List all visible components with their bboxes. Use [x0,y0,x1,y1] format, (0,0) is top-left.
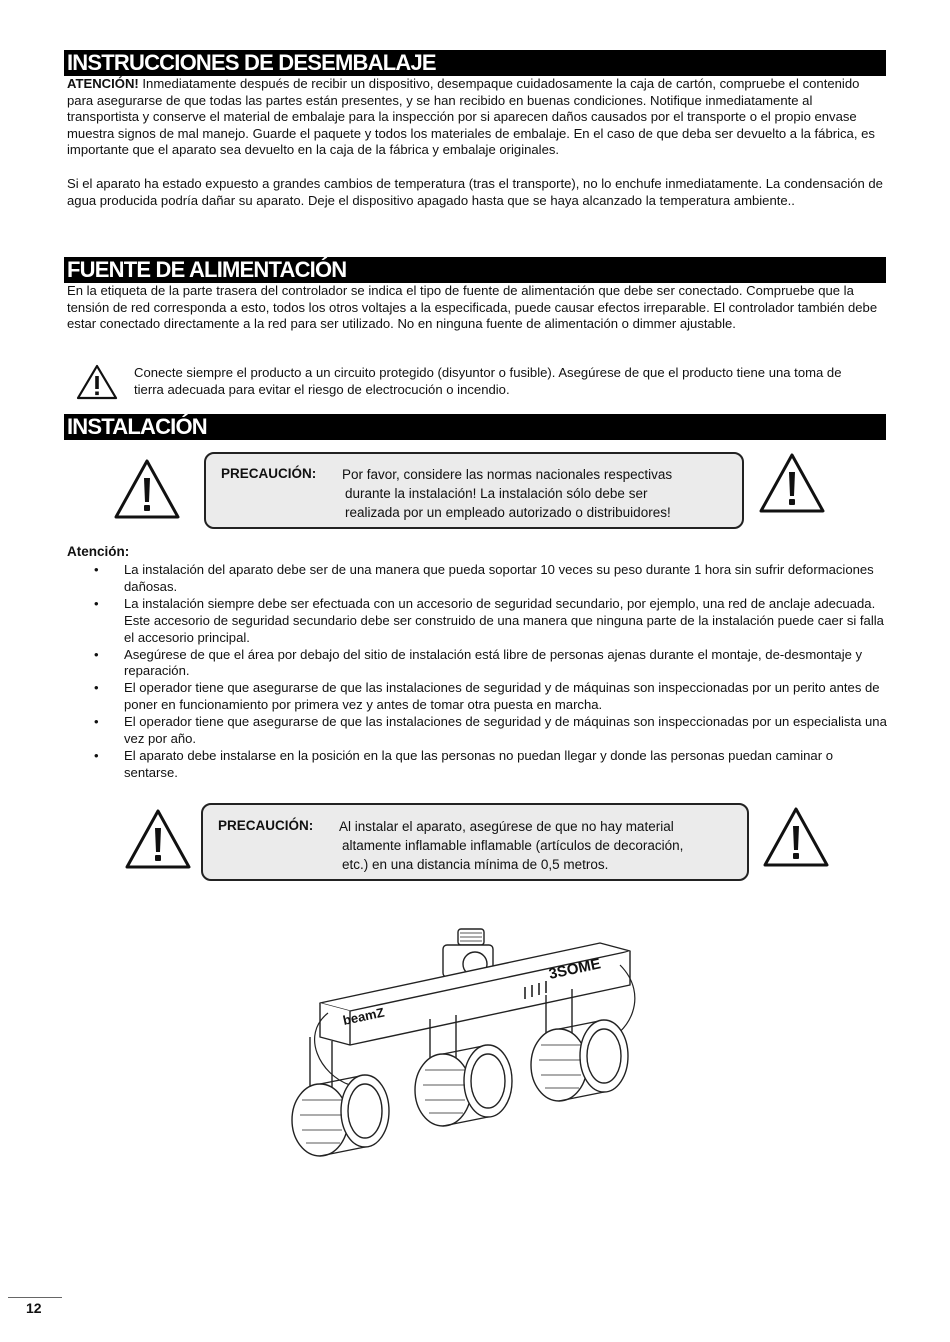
caution-triangle-icon-left-2 [124,808,192,870]
caution-label: PRECAUCIÓN: [221,466,317,481]
unpacking-text-1: Inmediatamente después de recibir un dispositivo, desempaque cuidadosamente la caja de cartón, compruebe el contenido para asegurarse de que todas las partes están presentes, y se han recibido en buenas condiciones. Notifique inmediatamente al transportista y conserve el material de embalaje para la inspección por si aparecen daños causados por el transporte o el propio envase muestra signos de mal manejo. Guarde el paquete y todos los materiales de embalaje. En el caso de que deba ser devuelto a la fábrica, es importante que el aparato sea devuelto en la caja de la fábrica y embalaje originales. [67,76,875,158]
warning-triangle-icon [76,364,118,400]
list-item: • La instalación del aparato debe ser de una manera que pueda soportar 10 veces su peso durante 1 hora sin sufrir deformaciones dañosas. [92,562,887,596]
page-number: 12 [26,1300,42,1316]
list-item: • El aparato debe instalarse en la posición en la que las personas no puedan llegar y donde las personas puedan caminar o sentarse. [92,748,887,782]
light-bar-illustration [280,925,660,1160]
list-item: • El operador tiene que asegurarse de que las instalaciones de seguridad y de máquinas son inspeccionadas por un perito antes de poner en funcionamiento por primera vez y antes de tomar otra puesta en marcha. [92,680,887,714]
caution2-line-1: Al instalar el aparato, asegúrese de que no hay material [339,819,674,834]
unpacking-heading: INSTRUCCIONES DE DESEMBALAJE [64,50,886,76]
light-head-left [292,1075,389,1156]
caution-line-3: realizada por un empleado autorizado o distribuidores! [345,505,671,520]
model-logo-text: 3SOME [547,955,603,983]
caution-line-1: Por favor, considere las normas nacionales respectivas [342,467,673,482]
caution-box-installation [204,452,744,529]
brand-logo-text: beamZ [341,1004,386,1028]
attention-lead: ATENCIÓN! [67,76,139,91]
caution-triangle-icon-left [113,458,181,520]
caution-line-2: durante la instalación! La instalación sólo debe ser [345,486,648,501]
unpacking-paragraph-2: Si el aparato ha estado expuesto a grandes cambios de temperatura (tras el transporte), no lo enchufe inmediatamente. La condensación de agua producida podría dañar su aparato. Deje el dispositivo apagado hasta que se haya alcanzado la temperatura ambiente.. [67,176,883,208]
list-item: • Asegúrese de que el área por debajo del sitio de instalación está libre de personas ajenas durante el montaje, de-desmontaje y reparación. [92,647,887,681]
list-item: • La instalación siempre debe ser efectuada con un accesorio de seguridad secundario, por ejemplo, una red de anclaje adecuada. Este accesorio de seguridad secundario debe ser construido de una manera que ninguna parte de la instalación puede caer si falla el accesorio principal. [92,596,887,647]
caution2-line-3: etc.) en una distancia mínima de 0,5 metros. [342,857,609,872]
caution2-line-2: altamente inflamable inflamable (artículos de decoración, [342,838,684,853]
caution-box-flammable [201,803,749,881]
attention-title: Atención: [67,544,130,559]
caution-triangle-icon-right [758,452,826,514]
list-item: • El operador tiene que asegurarse de que las instalaciones de seguridad y de máquinas son inspeccionadas por un especialista una vez por año. [92,714,887,748]
power-warning-text: Conecte siempre el producto a un circuito protegido (disyuntor o fusible). Asegúrese de que el producto tiene una toma de tierra adecuada para evitar el riesgo de electrocución o incendio. [134,365,842,397]
installation-heading: INSTALACIÓN [64,414,886,440]
caution-label-2: PRECAUCIÓN: [218,818,314,833]
installation-bullet-list [92,562,887,782]
caution-triangle-icon-right-2 [762,806,830,868]
footer-divider [8,1297,62,1298]
power-paragraph: En la etiqueta de la parte trasera del controlador se indica el tipo de fuente de alimentación que debe ser conectado. Compruebe que la tensión de red corresponda a esto, todos los otros voltajes a la especificada, puede causar efectos irreparable. El controlador también debe estar conectado directamente a la red para ser utilizado. No en ninguna fuente de alimentación o dimmer ajustable. [67,283,878,332]
unpacking-paragraph-1 [67,76,887,159]
power-heading: FUENTE DE ALIMENTACIÓN [64,257,886,283]
